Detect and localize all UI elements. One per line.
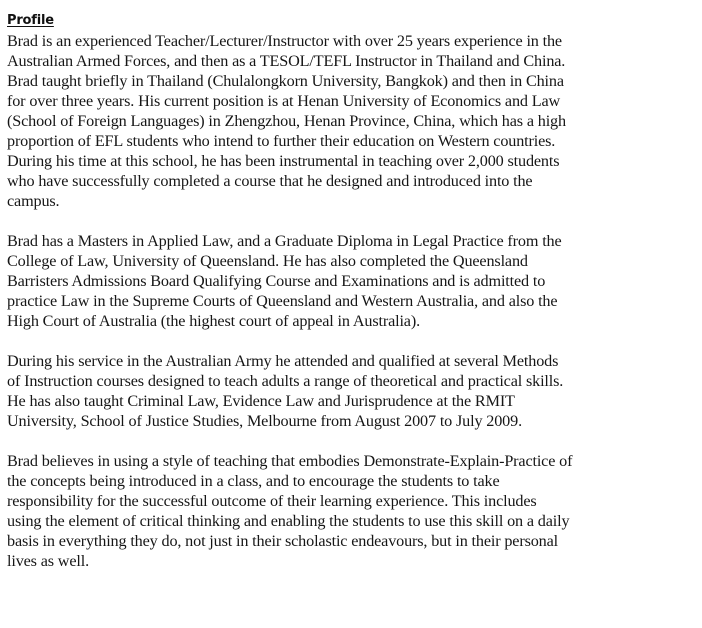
text-line: Brad is an experienced Teacher/Lecturer/Instructor with over 25 years experience in the [7, 32, 562, 50]
section-heading-profile: Profile [7, 13, 54, 28]
text-line: Brad believes in using a style of teaching that embodies Demonstrate-Explain-Practice of [7, 452, 573, 470]
paragraph-teaching-philosophy [7, 451, 697, 571]
text-line: responsibility for the successful outcome of their learning experience. This includes [7, 492, 537, 510]
text-line: using the element of critical thinking and enabling the students to use this skill on a daily [7, 512, 570, 530]
text-line: High Court of Australia (the highest court of appeal in Australia). [7, 312, 420, 330]
text-line: During his service in the Australian Army he attended and qualified at several Methods [7, 352, 559, 370]
text-line: practice Law in the Supreme Courts of Queensland and Western Australia, and also the [7, 292, 558, 310]
text-line: who have successfully completed a course that he designed and introduced into the [7, 172, 533, 190]
paragraph-legal-qualifications [7, 231, 697, 331]
text-line: College of Law, University of Queensland. He has also completed the Queensland [7, 252, 528, 270]
text-line: for over three years. His current position is at Henan University of Economics and Law [7, 92, 561, 110]
text-line: of Instruction courses designed to teach adults a range of theoretical and practical skills. [7, 372, 564, 390]
text-line: campus. [7, 192, 60, 210]
text-line: lives as well. [7, 552, 89, 570]
text-line: Brad has a Masters in Applied Law, and a Graduate Diploma in Legal Practice from the [7, 232, 562, 250]
text-line: University, School of Justice Studies, Melbourne from August 2007 to July 2009. [7, 412, 522, 430]
paragraph-army-service [7, 351, 697, 431]
text-line: (School of Foreign Languages) in Zhengzhou, Henan Province, China, which has a high [7, 112, 566, 130]
text-line: Barristers Admissions Board Qualifying Course and Examinations and is admitted to [7, 272, 546, 290]
paragraph-experience [7, 31, 697, 211]
text-line: the concepts being introduced in a class, and to encourage the students to take [7, 472, 500, 490]
text-line: proportion of EFL students who intend to further their education on Western countries. [7, 132, 556, 150]
text-line: He has also taught Criminal Law, Evidence Law and Jurisprudence at the RMIT [7, 392, 515, 410]
text-line: Australian Armed Forces, and then as a TESOL/TEFL Instructor in Thailand and China. [7, 52, 566, 70]
text-line: During his time at this school, he has been instrumental in teaching over 2,000 students [7, 152, 560, 170]
text-line: basis in everything they do, not just in their scholastic endeavours, but in their personal [7, 532, 559, 550]
text-line: Brad taught briefly in Thailand (Chulalongkorn University, Bangkok) and then in China [7, 72, 564, 90]
profile-document [7, 13, 697, 571]
